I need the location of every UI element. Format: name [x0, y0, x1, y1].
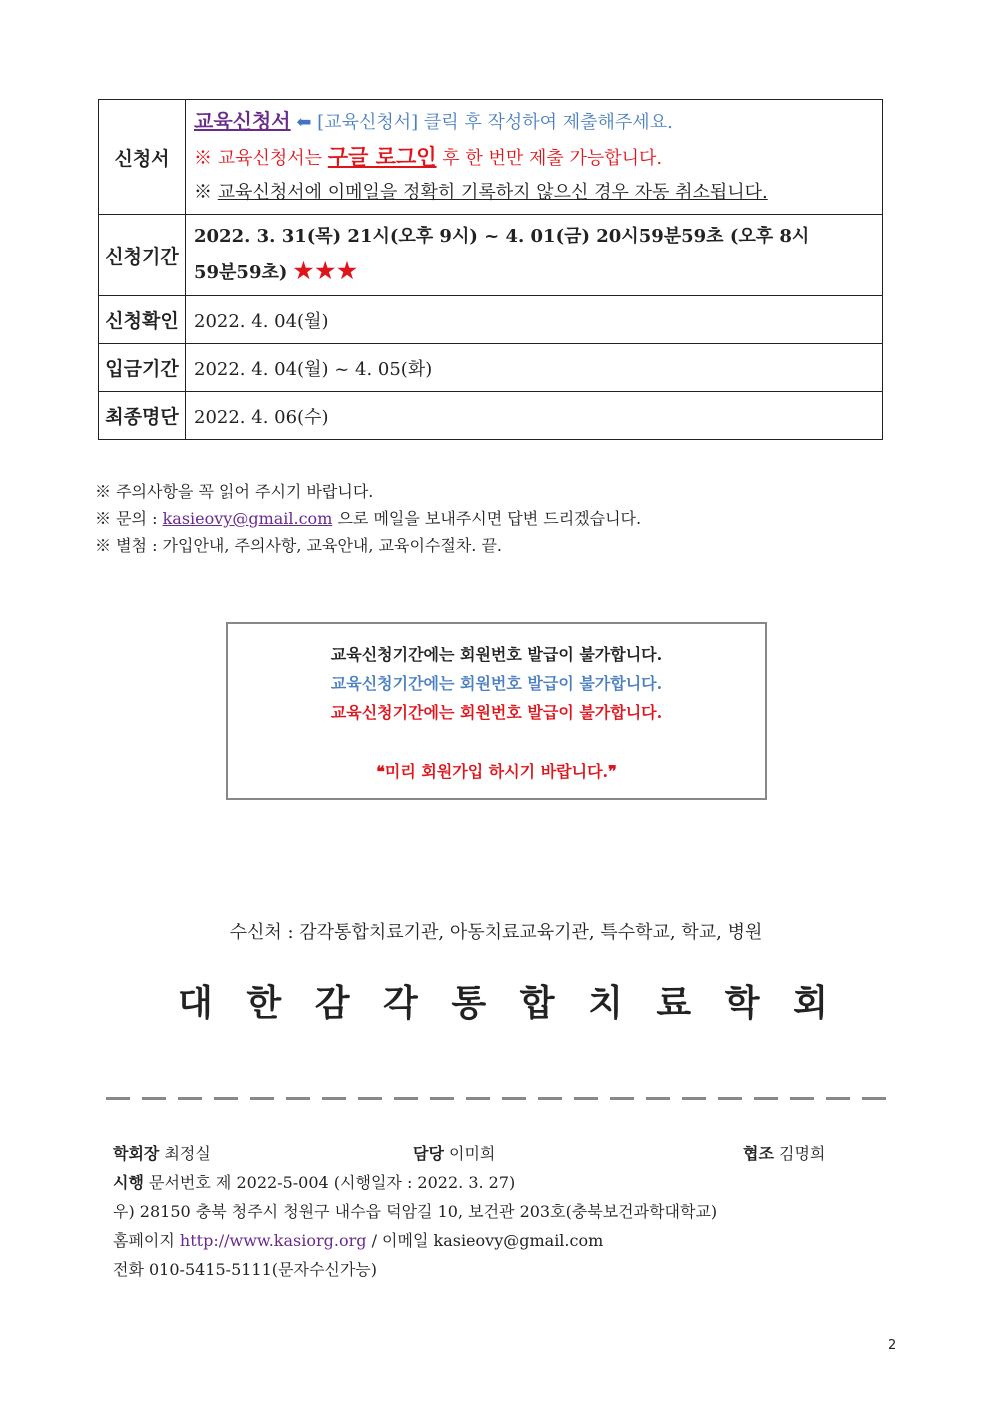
notice-line-blue: 교육신청기간에는 회원번호 발급이 불가합니다. — [330, 674, 663, 693]
coop-name: 김명희 — [779, 1144, 826, 1163]
notice-line-black: 교육신청기간에는 회원번호 발급이 불가합니다. — [330, 645, 663, 664]
period-line2: 59분59초) — [194, 262, 288, 283]
homepage-link[interactable]: http://www.kasiorg.org — [179, 1231, 367, 1250]
exec-label: 시행 — [113, 1173, 144, 1192]
manager-name: 이미희 — [449, 1144, 496, 1163]
google-note-suffix: 후 한 번만 제출 가능합니다. — [442, 148, 663, 169]
society-char: 한 — [246, 982, 282, 1024]
membership-notice-box — [226, 622, 767, 800]
society-char: 료 — [656, 982, 692, 1024]
homepage-row — [113, 1226, 853, 1255]
form-header: 신청서 — [99, 100, 186, 215]
document-footer — [113, 1139, 853, 1284]
dashed-divider — [106, 1097, 886, 1100]
society-char: 학 — [724, 982, 760, 1024]
exec-row — [113, 1168, 853, 1197]
coop-label: 협조 — [743, 1144, 774, 1163]
manager-label: 담당 — [413, 1144, 444, 1163]
society-char: 합 — [519, 982, 555, 1024]
footer-email: / 이메일 kasieovy@gmail.com — [371, 1231, 604, 1250]
society-char: 회 — [793, 982, 828, 1024]
confirm-header: 신청확인 — [99, 296, 186, 344]
star-icons: ★★★ — [293, 258, 359, 284]
exec-text: 문서번호 제 2022-5-004 (시행일자 : 2022. 3. 27) — [149, 1173, 516, 1192]
note-attachment: ※ 별첨 : 가입안내, 주의사항, 교육안내, 교육이수절차. 끝. — [95, 536, 502, 555]
notice-line-red: 교육신청기간에는 회원번호 발급이 불가합니다. — [330, 703, 663, 722]
society-char: 대 — [178, 982, 213, 1024]
society-char: 감 — [314, 982, 350, 1024]
left-arrow-icon: ⬅ — [296, 112, 312, 133]
final-value: 2022. 4. 06(수) — [186, 392, 883, 440]
confirm-value: 2022. 4. 04(월) — [186, 296, 883, 344]
notice-signup-request: ❝미리 회원가입 하시기 바랍니다.❞ — [376, 762, 617, 781]
form-cell — [186, 100, 883, 215]
president-label: 학회장 — [113, 1144, 160, 1163]
inquiry-email-link[interactable]: kasieovy@gmail.com — [162, 509, 333, 528]
society-name — [178, 975, 828, 1026]
email-note-text: 교육신청서에 이메일을 정확히 기록하지 않으신 경우 자동 취소됩니다. — [217, 182, 768, 203]
signatories-row — [113, 1139, 853, 1168]
recipients: 수신처 : 감각통합치료기관, 아동치료교육기관, 특수학교, 학교, 병원 — [229, 922, 763, 943]
google-note-prefix: ※ 교육신청서는 — [194, 148, 323, 169]
email-note-mark: ※ — [194, 182, 212, 203]
payment-value: 2022. 4. 04(월) ~ 4. 05(화) — [186, 344, 883, 392]
inquiry-prefix: ※ 문의 : — [95, 509, 158, 528]
phone: 전화 010-5415-5111(문자수신가능) — [113, 1260, 378, 1279]
final-header: 최종명단 — [99, 392, 186, 440]
notes-section — [95, 478, 641, 559]
period-line1: 2022. 3. 31(목) 21시(오후 9시) ~ 4. 01(금) 20시59분59초 (오후 8시 — [194, 226, 810, 247]
payment-header: 입금기간 — [99, 344, 186, 392]
president-name: 최정실 — [164, 1144, 211, 1163]
period-header: 신청기간 — [99, 215, 186, 296]
address: 우) 28150 충북 청주시 청원구 내수읍 덕암길 10, 보건관 203호(충북보건과학대학교) — [113, 1202, 718, 1221]
note-inquiry — [95, 505, 641, 532]
society-char: 통 — [451, 982, 487, 1024]
application-info-table — [98, 99, 883, 440]
application-form-link[interactable]: 교육신청서 — [194, 109, 291, 133]
google-login-text: 구글 로그인 — [327, 144, 437, 169]
inquiry-suffix: 으로 메일을 보내주시면 답변 드리겠습니다. — [337, 509, 642, 528]
page-number: 2 — [888, 1338, 897, 1353]
society-char: 치 — [588, 982, 623, 1024]
note-caution: ※ 주의사항을 꼭 읽어 주시기 바랍니다. — [95, 482, 374, 501]
society-char: 각 — [383, 982, 418, 1024]
form-instruction: [교육신청서] 클릭 후 작성하여 제출해주세요. — [317, 112, 673, 133]
period-cell — [186, 215, 883, 296]
homepage-label: 홈페이지 — [113, 1231, 175, 1250]
